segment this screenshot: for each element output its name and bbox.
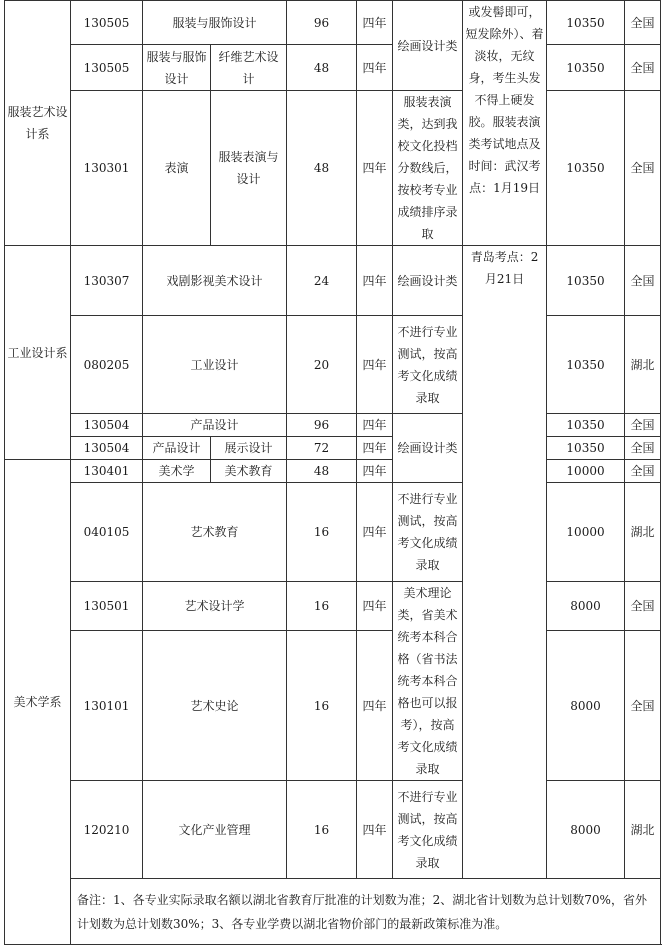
years: 四年 (357, 483, 393, 582)
major-code: 130501 (71, 582, 143, 631)
exam-category: 不进行专业测试，按高考文化成绩录取 (393, 316, 463, 414)
table-row (5, 582, 661, 631)
tuition-fee: 10350 (547, 246, 625, 316)
exam-category: 美术理论类，省美术统考本科合格（省书法统考本科合格也可以报考），按高考文化成绩录取 (393, 582, 463, 781)
major-direction: 展示设计 (211, 437, 287, 460)
exam-requirements: 或发髻即可，短发除外）、着淡妆，无纹身，考生头发不得上硬发胶。服装表演类考试地点及时间：武汉考点：1月19日 (463, 1, 547, 246)
exam-requirements-cont: 青岛考点：2月21日 (463, 246, 547, 879)
exam-category: 绘画设计类 (393, 1, 463, 91)
exam-category: 绘画设计类 (393, 246, 463, 316)
table-row (5, 45, 661, 91)
major-name: 服装与服饰设计 (143, 1, 287, 45)
table-row (5, 483, 661, 582)
enrollment-range: 全国 (625, 246, 661, 316)
exam-category: 不进行专业测试，按高考文化成绩录取 (393, 781, 463, 879)
plan-count: 72 (287, 437, 357, 460)
tuition-fee: 10000 (547, 483, 625, 582)
enrollment-range: 全国 (625, 437, 661, 460)
major-code: 130505 (71, 45, 143, 91)
major-name: 美术学 (143, 460, 211, 483)
years: 四年 (357, 781, 393, 879)
enrollment-range: 全国 (625, 1, 661, 45)
major-code: 130301 (71, 91, 143, 246)
plan-count: 24 (287, 246, 357, 316)
major-name: 戏剧影视美术设计 (143, 246, 287, 316)
tuition-fee: 10350 (547, 316, 625, 414)
tuition-fee: 8000 (547, 631, 625, 781)
plan-count: 16 (287, 781, 357, 879)
exam-category: 服装表演类，达到我校文化投档分数线后，按校考专业成绩排序录取 (393, 91, 463, 246)
major-name: 艺术史论 (143, 631, 287, 781)
major-name: 表演 (143, 91, 211, 246)
years: 四年 (357, 631, 393, 781)
major-direction: 纤维艺术设计 (211, 45, 287, 91)
enrollment-range: 全国 (625, 414, 661, 437)
department-cell: 工业设计系 (5, 246, 71, 460)
plan-count: 48 (287, 91, 357, 246)
tuition-fee: 10350 (547, 1, 625, 45)
plan-count: 16 (287, 483, 357, 582)
footnote: 备注：1、各专业实际录取名额以湖北省教育厅批准的计划数为准；2、湖北省计划数为总计划数70%，省外计划数为总计划数30%；3、各专业学费以湖北省物价部门的最新政策标准为准。 (71, 879, 661, 945)
plan-count: 20 (287, 316, 357, 414)
plan-count: 16 (287, 631, 357, 781)
enrollment-range: 全国 (625, 91, 661, 246)
enrollment-range: 湖北 (625, 781, 661, 879)
years: 四年 (357, 246, 393, 316)
enrollment-range: 湖北 (625, 483, 661, 582)
years: 四年 (357, 414, 393, 437)
major-name: 工业设计 (143, 316, 287, 414)
major-code: 130401 (71, 460, 143, 483)
tuition-fee: 8000 (547, 781, 625, 879)
major-code: 130504 (71, 437, 143, 460)
enrollment-range: 全国 (625, 45, 661, 91)
major-direction: 服装表演与设计 (211, 91, 287, 246)
major-code: 040105 (71, 483, 143, 582)
table-row (5, 414, 661, 437)
enrollment-range: 全国 (625, 631, 661, 781)
major-name: 产品设计 (143, 414, 287, 437)
plan-count: 96 (287, 1, 357, 45)
major-direction: 美术教育 (211, 460, 287, 483)
major-code: 130504 (71, 414, 143, 437)
major-code: 130505 (71, 1, 143, 45)
table-row (5, 316, 661, 414)
major-name: 艺术教育 (143, 483, 287, 582)
department-cell: 美术学系 (5, 460, 71, 945)
tuition-fee: 10350 (547, 437, 625, 460)
table-row (5, 631, 661, 781)
enrollment-range: 全国 (625, 582, 661, 631)
years: 四年 (357, 91, 393, 246)
note-row (5, 879, 661, 945)
years: 四年 (357, 437, 393, 460)
years: 四年 (357, 582, 393, 631)
years: 四年 (357, 1, 393, 45)
tuition-fee: 8000 (547, 582, 625, 631)
table-row (5, 91, 661, 246)
table-row (5, 437, 661, 460)
tuition-fee: 10350 (547, 414, 625, 437)
enrollment-range: 湖北 (625, 316, 661, 414)
tuition-fee: 10350 (547, 91, 625, 246)
plan-count: 96 (287, 414, 357, 437)
table-row (5, 781, 661, 879)
tuition-fee: 10000 (547, 460, 625, 483)
exam-category: 绘画设计类 (393, 414, 463, 483)
years: 四年 (357, 460, 393, 483)
table-row (5, 246, 661, 316)
major-name: 服装与服饰设计 (143, 45, 211, 91)
major-code: 120210 (71, 781, 143, 879)
plan-count: 48 (287, 45, 357, 91)
years: 四年 (357, 316, 393, 414)
major-name: 艺术设计学 (143, 582, 287, 631)
tuition-fee: 10350 (547, 45, 625, 91)
major-code: 130307 (71, 246, 143, 316)
plan-count: 48 (287, 460, 357, 483)
major-name: 产品设计 (143, 437, 211, 460)
major-name: 文化产业管理 (143, 781, 287, 879)
years: 四年 (357, 45, 393, 91)
department-cell: 服装艺术设计系 (5, 1, 71, 246)
exam-category: 不进行专业测试，按高考文化成绩录取 (393, 483, 463, 582)
table-row (5, 460, 661, 483)
major-code: 080205 (71, 316, 143, 414)
enrollment-range: 全国 (625, 460, 661, 483)
enrollment-table (4, 0, 661, 945)
plan-count: 16 (287, 582, 357, 631)
major-code: 130101 (71, 631, 143, 781)
table-row (5, 1, 661, 45)
